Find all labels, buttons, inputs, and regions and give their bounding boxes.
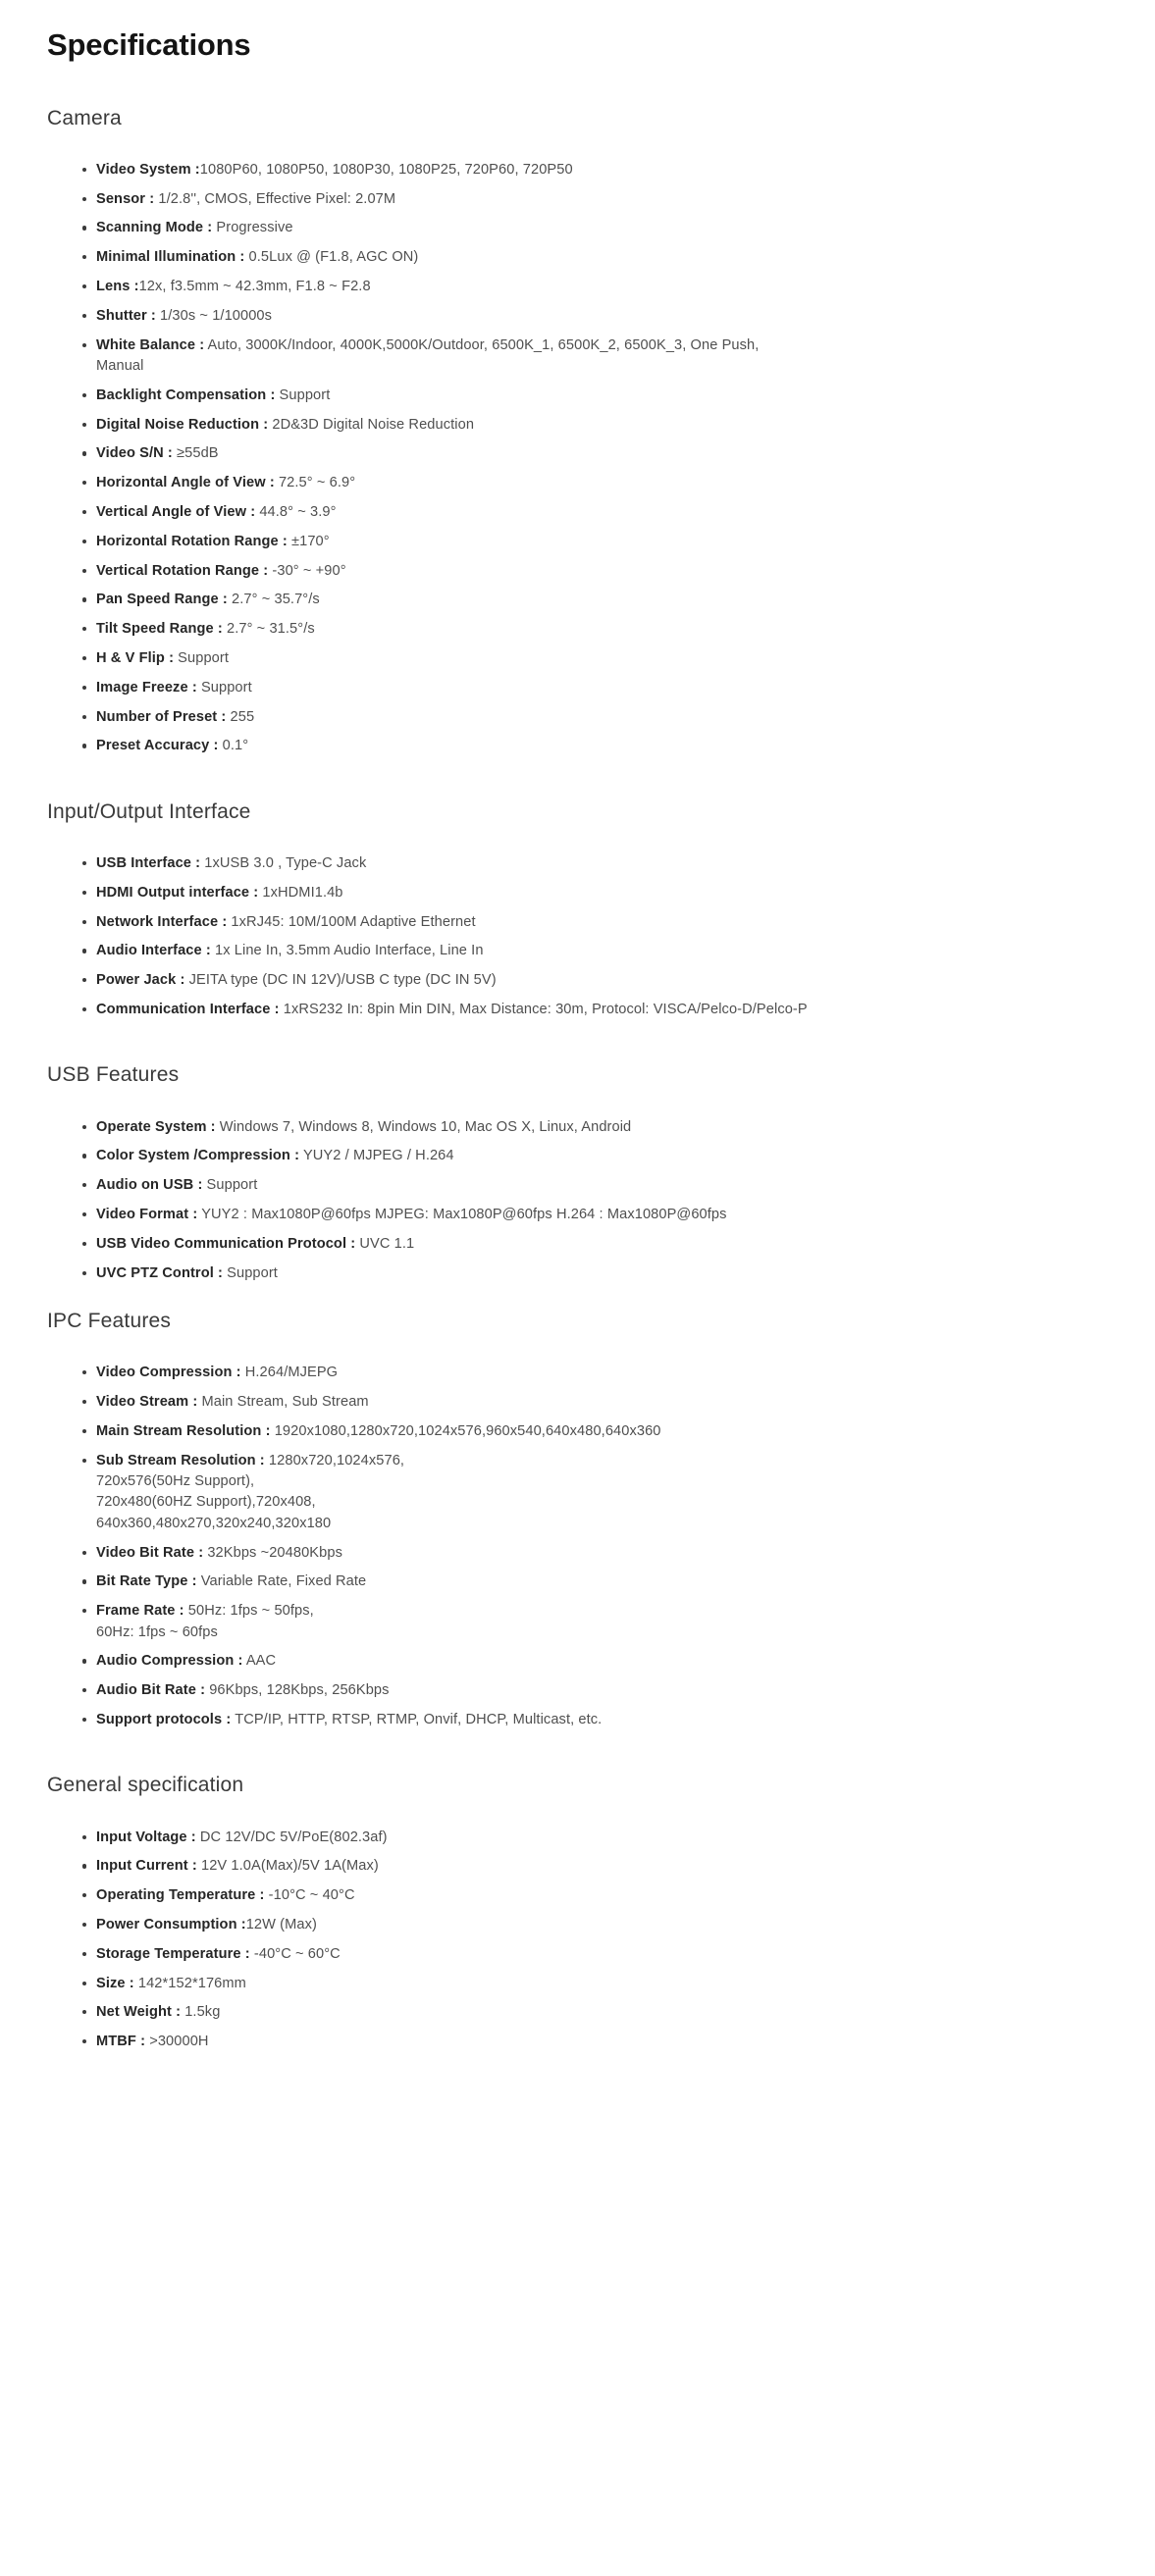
spec-value: 2D&3D Digital Noise Reduction [268, 416, 475, 433]
spec-label: Tilt Speed Range : [96, 621, 223, 638]
spec-item [82, 1117, 1116, 1137]
spec-value: 12W (Max) [245, 1916, 317, 1932]
spec-label: Pan Speed Range : [96, 592, 228, 608]
spec-item [82, 1234, 1116, 1254]
section-heading-io: Input/Output Interface [47, 799, 251, 823]
spec-value: Progressive [212, 220, 293, 236]
spec-value: 1xHDMI1.4b [258, 884, 343, 901]
spec-value: 1280x720,1024x576, [264, 1452, 405, 1468]
spec-item [82, 1363, 1116, 1382]
spec-list-ipc [47, 1363, 1116, 1729]
spec-label: Horizontal Rotation Range : [96, 533, 288, 549]
spec-label: Audio on USB : [96, 1177, 203, 1194]
spec-value-continuation: Manual [96, 358, 144, 375]
spec-label: Support protocols : [96, 1711, 232, 1727]
spec-label: Digital Noise Reduction : [96, 416, 269, 433]
spec-item [82, 912, 1116, 932]
spec-label: Storage Temperature : [96, 1945, 250, 1962]
spec-value: 1x Line In, 3.5mm Audio Interface, Line In [210, 943, 484, 959]
spec-value: Support [196, 679, 252, 696]
page-title: Specifications [47, 27, 251, 62]
spec-label: Main Stream Resolution : [96, 1422, 271, 1439]
section-heading-usb: USB Features [47, 1063, 180, 1087]
spec-label: Network Interface : [96, 913, 228, 930]
spec-value: 2.7° ~ 31.5°/s [222, 621, 315, 638]
spec-item [82, 247, 1116, 267]
spec-value: Support [202, 1177, 258, 1194]
spec-item [82, 1000, 1116, 1019]
spec-item [82, 415, 1116, 435]
spec-item [82, 1571, 1116, 1591]
spec-label: Video Stream : [96, 1393, 198, 1410]
spec-label: UVC PTZ Control : [96, 1264, 223, 1281]
spec-item [82, 473, 1116, 492]
spec-value: Main Stream, Sub Stream [197, 1393, 369, 1410]
spec-item [82, 386, 1116, 405]
section-io [47, 799, 1116, 1020]
spec-item [82, 736, 1116, 755]
spec-value: Windows 7, Windows 8, Windows 10, Mac OS X, Linux, Android [215, 1118, 632, 1135]
spec-value: 255 [226, 708, 255, 725]
spec-label: Communication Interface : [96, 1001, 280, 1017]
spec-value: 12x, f3.5mm ~ 42.3mm, F1.8 ~ F2.8 [138, 279, 371, 295]
spec-item [82, 941, 1116, 960]
spec-value: Auto, 3000K/Indoor, 4000K,5000K/Outdoor, 6500K_1, 6500K_2, 6500K_3, One Push, [204, 336, 760, 353]
spec-value: 1/2.8'', CMOS, Effective Pixel: 2.07M [154, 190, 396, 207]
spec-item [82, 306, 1116, 326]
spec-label: White Balance : [96, 336, 205, 353]
spec-item [82, 1146, 1116, 1165]
spec-label: Operating Temperature : [96, 1887, 265, 1904]
spec-item [82, 1885, 1116, 1905]
spec-label: Minimal Illumination : [96, 249, 245, 266]
spec-value: Support [275, 386, 331, 403]
spec-value: 1xUSB 3.0 , Type-C Jack [200, 854, 367, 871]
spec-item [82, 1421, 1116, 1441]
spec-value: 96Kbps, 128Kbps, 256Kbps [205, 1682, 390, 1699]
spec-item [82, 883, 1116, 902]
spec-item [82, 1601, 1116, 1642]
spec-label: Video System : [96, 161, 200, 178]
spec-item [82, 1710, 1116, 1729]
spec-label: Vertical Angle of View : [96, 504, 256, 520]
spec-item [82, 502, 1116, 522]
spec-value: 50Hz: 1fps ~ 50fps, [184, 1603, 314, 1620]
spec-list-io [47, 853, 1116, 1019]
spec-value: YUY2 / MJPEG / H.264 [299, 1148, 454, 1164]
spec-label: Operate System : [96, 1118, 216, 1135]
spec-item [82, 707, 1116, 727]
spec-item [82, 189, 1116, 209]
spec-label: Size : [96, 1975, 134, 1991]
spec-label: Video Bit Rate : [96, 1544, 204, 1561]
spec-value: 72.5° ~ 6.9° [274, 475, 356, 491]
spec-value: -40°C ~ 60°C [249, 1945, 341, 1962]
spec-item [82, 1175, 1116, 1195]
spec-label: Frame Rate : [96, 1603, 184, 1620]
spec-item [82, 1543, 1116, 1563]
spec-item [82, 443, 1116, 463]
spec-value-continuation: 60Hz: 1fps ~ 60fps [96, 1623, 218, 1640]
spec-label: USB Video Communication Protocol : [96, 1235, 356, 1252]
section-heading-general: General specification [47, 1774, 244, 1797]
spec-label: Audio Compression : [96, 1653, 243, 1670]
section-heading-ipc: IPC Features [47, 1309, 172, 1332]
spec-item [82, 1205, 1116, 1224]
spec-value: 1xRS232 In: 8pin Min DIN, Max Distance: 30m, Protocol: VISCA/Pelco-D/Pelco-P [279, 1001, 808, 1017]
spec-label: Lens : [96, 279, 139, 295]
spec-item [82, 1451, 1116, 1534]
spec-label: Sub Stream Resolution : [96, 1452, 265, 1468]
spec-label: H & V Flip : [96, 649, 175, 666]
spec-item [82, 335, 1116, 377]
section-general [47, 1773, 1116, 2051]
spec-label: USB Interface : [96, 854, 201, 871]
specification-sections [47, 106, 1116, 2052]
spec-item [82, 853, 1116, 873]
spec-value: 12V 1.0A(Max)/5V 1A(Max) [196, 1858, 379, 1875]
spec-label: Audio Bit Rate : [96, 1682, 206, 1699]
spec-item [82, 678, 1116, 697]
spec-label: Power Consumption : [96, 1916, 246, 1932]
spec-value: AAC [242, 1653, 277, 1670]
spec-value: 32Kbps ~20480Kbps [203, 1544, 342, 1561]
spec-label: HDMI Output interface : [96, 884, 259, 901]
spec-label: Image Freeze : [96, 679, 197, 696]
spec-label: Scanning Mode : [96, 220, 213, 236]
spec-value: ±170° [287, 533, 330, 549]
spec-item [82, 2002, 1116, 2022]
spec-value: 0.5Lux @ (F1.8, AGC ON) [244, 249, 419, 266]
spec-item [82, 1680, 1116, 1700]
spec-item [82, 561, 1116, 581]
spec-label: Net Weight : [96, 2004, 182, 2021]
spec-item [82, 277, 1116, 296]
spec-label: Input Voltage : [96, 1829, 196, 1845]
spec-label: Audio Interface : [96, 943, 211, 959]
spec-label: MTBF : [96, 2034, 146, 2050]
spec-label: Video S/N : [96, 445, 173, 462]
spec-value: 142*152*176mm [133, 1975, 246, 1991]
spec-label: Sensor : [96, 190, 155, 207]
spec-value-continuation: 720x576(50Hz Support), [96, 1472, 255, 1489]
spec-label: Backlight Compensation : [96, 386, 276, 403]
spec-value: ≥55dB [172, 445, 219, 462]
spec-value: 1920x1080,1280x720,1024x576,960x540,640x480,640x360 [270, 1422, 661, 1439]
spec-item [82, 1856, 1116, 1876]
spec-value: >30000H [145, 2034, 209, 2050]
spec-item [82, 1944, 1116, 1964]
spec-item [82, 970, 1116, 990]
spec-value: 1/30s ~ 1/10000s [155, 307, 273, 324]
spec-value: -30° ~ +90° [268, 562, 346, 579]
spec-value: Variable Rate, Fixed Rate [196, 1573, 367, 1590]
spec-item [82, 160, 1116, 180]
spec-label: Color System /Compression : [96, 1148, 300, 1164]
spec-list-general [47, 1828, 1116, 2052]
spec-item [82, 648, 1116, 668]
spec-value: -10°C ~ 40°C [264, 1887, 355, 1904]
spec-label: Number of Preset : [96, 708, 227, 725]
spec-label: Shutter : [96, 307, 156, 324]
spec-value: DC 12V/DC 5V/PoE(802.3af) [195, 1829, 388, 1845]
spec-value: TCP/IP, HTTP, RTSP, RTMP, Onvif, DHCP, Multicast, etc. [231, 1711, 603, 1727]
spec-value: 44.8° ~ 3.9° [255, 504, 337, 520]
spec-item [82, 1651, 1116, 1671]
spec-label: Bit Rate Type : [96, 1573, 197, 1590]
spec-label: Video Compression : [96, 1365, 241, 1381]
spec-item [82, 619, 1116, 639]
spec-item [82, 218, 1116, 237]
spec-value-continuation: 720x480(60HZ Support),720x408, [96, 1494, 316, 1511]
spec-value: 1.5kg [181, 2004, 221, 2021]
spec-value: Support [222, 1264, 278, 1281]
spec-value: H.264/MJEPG [240, 1365, 339, 1381]
spec-label: Vertical Rotation Range : [96, 562, 269, 579]
spec-value: UVC 1.1 [355, 1235, 415, 1252]
spec-item [82, 532, 1116, 551]
spec-item [82, 1828, 1116, 1847]
spec-item [82, 1974, 1116, 1993]
section-heading-camera: Camera [47, 106, 122, 129]
spec-list-camera [47, 160, 1116, 756]
spec-label: Horizontal Angle of View : [96, 475, 275, 491]
spec-value: YUY2 : Max1080P@60fps MJPEG: Max1080P@60fps H.264 : Max1080P@60fps [197, 1206, 727, 1222]
spec-label: Power Jack : [96, 972, 185, 989]
spec-value: 2.7° ~ 35.7°/s [227, 592, 320, 608]
spec-item [82, 1392, 1116, 1412]
section-ipc [47, 1309, 1116, 1729]
spec-item [82, 590, 1116, 609]
spec-label: Input Current : [96, 1858, 197, 1875]
section-usb [47, 1062, 1116, 1283]
spec-item [82, 2032, 1116, 2051]
spec-label: Video Format : [96, 1206, 198, 1222]
section-camera [47, 106, 1116, 756]
spec-label: Preset Accuracy : [96, 738, 219, 754]
spec-item [82, 1263, 1116, 1283]
spec-value: 1xRJ45: 10M/100M Adaptive Ethernet [227, 913, 476, 930]
spec-value: JEITA type (DC IN 12V)/USB C type (DC IN 5V) [184, 972, 497, 989]
spec-list-usb [47, 1117, 1116, 1283]
spec-value: 1080P60, 1080P50, 1080P30, 1080P25, 720P60, 720P50 [199, 161, 573, 178]
spec-item [82, 1915, 1116, 1934]
spec-value-continuation: 640x360,480x270,320x240,320x180 [96, 1515, 332, 1531]
spec-value: 0.1° [218, 738, 249, 754]
spec-value: Support [174, 649, 229, 666]
